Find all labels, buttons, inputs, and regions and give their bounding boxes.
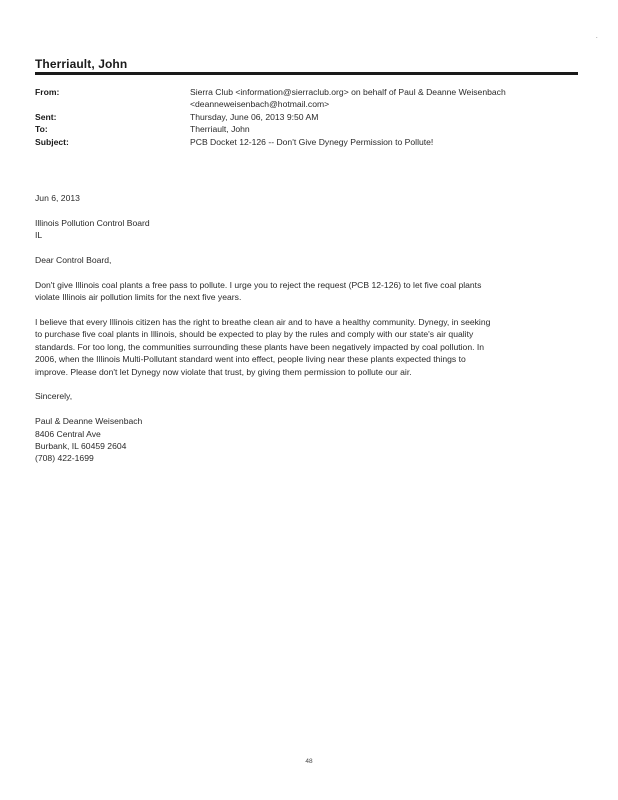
from-value-line2: <deanneweisenbach@hotmail.com> bbox=[190, 99, 330, 110]
sent-row bbox=[35, 111, 578, 123]
signature-name: Paul & Deanne Weisenbach bbox=[35, 416, 143, 427]
signature-phone: (708) 422-1699 bbox=[35, 453, 94, 464]
paragraph1-line2: violate Illinois air pollution limits for the next five years. bbox=[35, 292, 242, 303]
header-divider bbox=[35, 72, 578, 75]
email-body bbox=[35, 192, 580, 465]
from-label: From: bbox=[35, 87, 60, 97]
recipient-line1: Illinois Pollution Control Board bbox=[35, 217, 150, 228]
letter-date: Jun 6, 2013 bbox=[35, 193, 80, 203]
subject-value: PCB Docket 12-126 -- Don't Give Dynegy Permission to Pollute! bbox=[190, 136, 434, 147]
paragraph2-line3: standards. For too long, the communities surrounding these plants have been negatively impacted by coal pollution. In bbox=[35, 341, 485, 352]
sent-label: Sent: bbox=[35, 111, 57, 122]
subject-row bbox=[35, 136, 578, 148]
email-headers bbox=[35, 86, 578, 148]
corner-mark: . bbox=[596, 34, 598, 40]
signature-city: Burbank, IL 60459 2604 bbox=[35, 441, 127, 452]
paragraph2-line1: I believe that every Illinois citizen has the right to breathe clean air and to have a healthy community. Dynegy, in seeking bbox=[35, 317, 491, 327]
mailbox-owner-name: Therriault, John bbox=[35, 57, 128, 71]
to-value: Therriault, John bbox=[190, 124, 250, 135]
from-row bbox=[35, 86, 578, 111]
paragraph2-line4: 2006, when the Illinois Multi-Pollutant standard went into effect, people living near these plants expected things to bbox=[35, 354, 466, 365]
paragraph2-line2: to purchase five coal plants in Illinois, should be expected to play by the rules and comply with our state's air quality bbox=[35, 329, 474, 340]
subject-label: Subject: bbox=[35, 136, 69, 147]
recipient-line2: IL bbox=[35, 230, 43, 241]
paragraph2-line5: improve. Please don't let Dynegy now violate that trust, by giving them permission to pollute our air. bbox=[35, 366, 412, 377]
to-row bbox=[35, 123, 578, 135]
signature-street: 8406 Central Ave bbox=[35, 428, 101, 439]
signature-block bbox=[35, 415, 580, 465]
sent-value: Thursday, June 06, 2013 9:50 AM bbox=[190, 111, 319, 122]
from-value-line1: Sierra Club <information@sierraclub.org> on behalf of Paul & Deanne Weisenbach bbox=[190, 87, 506, 97]
salutation: Dear Control Board, bbox=[35, 255, 112, 265]
paragraph1-line1: Don't give Illinois coal plants a free pass to pollute. I urge you to reject the request (PCB 12-126) to let five coal plants bbox=[35, 279, 482, 290]
closing: Sincerely, bbox=[35, 391, 73, 402]
page-number: 48 bbox=[305, 758, 313, 765]
from-value bbox=[190, 86, 578, 111]
to-label: To: bbox=[35, 124, 48, 135]
